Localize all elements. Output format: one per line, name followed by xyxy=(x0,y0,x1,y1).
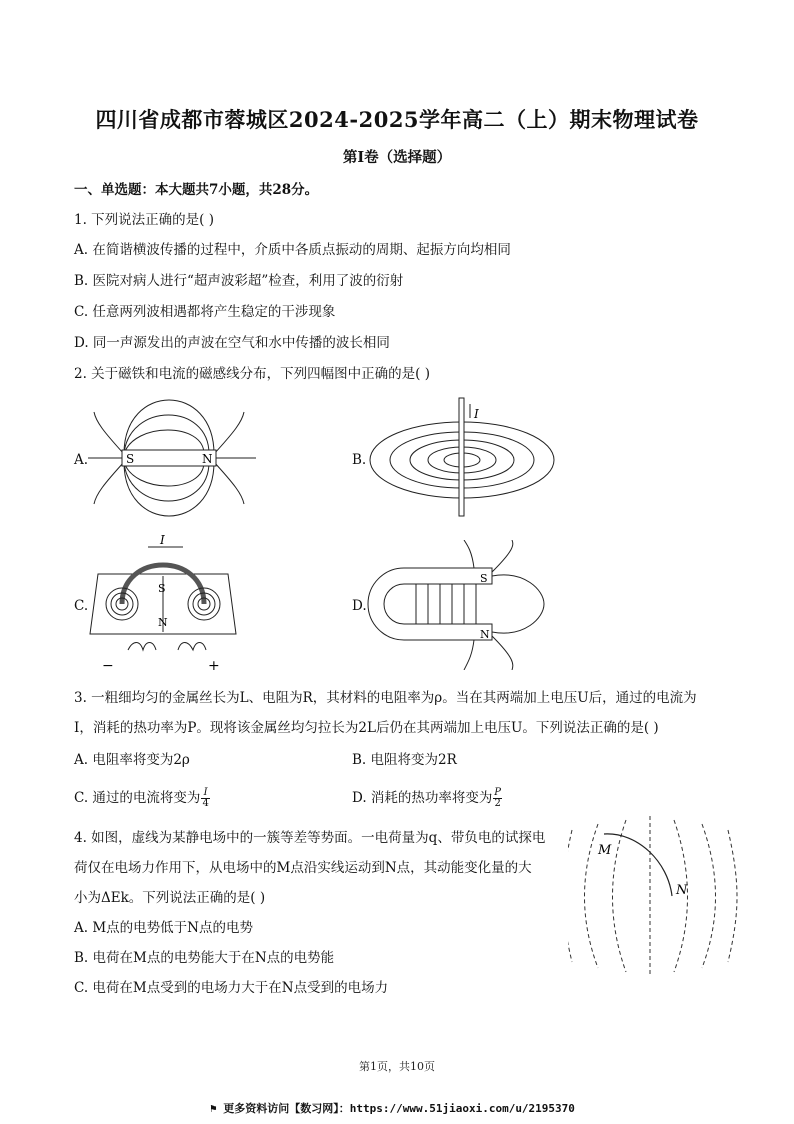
point-m-label: M xyxy=(598,843,612,858)
q3-option-b: B. 电阻将变为2R xyxy=(352,752,457,768)
page-title: 四川省成都市蓉城区2024-2025学年高二（上）期末物理试卷 xyxy=(95,107,699,132)
q4-stem-line2: 荷仅在电场力作用下，从电场中的M点沿实线运动到N点，其动能变化量的大 xyxy=(74,860,532,876)
q4-option-a: A. M点的电势低于N点的电势 xyxy=(74,920,253,936)
q2-stem: 2. 关于磁铁和电流的磁感线分布，下列四幅图中正确的是( ) xyxy=(74,366,430,382)
loop-n-label: N xyxy=(158,616,168,629)
q2-option-a-label: A. xyxy=(74,452,89,468)
q3-option-d: D. 消耗的热功率将变为$\frac{P}{2}$ xyxy=(352,787,501,809)
section-heading: 一、单选题：本大题共7小题，共28分。 xyxy=(74,182,319,198)
q1-stem: 1. 下列说法正确的是( ) xyxy=(74,212,214,228)
horseshoe-n-label: N xyxy=(480,628,490,641)
current-i-label: I xyxy=(474,407,479,421)
q2-option-d-label: D. xyxy=(352,598,367,614)
terminal-plus: + xyxy=(208,658,220,672)
horseshoe-s-label: S xyxy=(480,572,488,585)
q1-option-c: C. 任意两列波相遇都将产生稳定的干涉现象 xyxy=(74,304,336,320)
figure-current-loop xyxy=(88,532,238,672)
q4-stem-line3: 小为ΔEk。下列说法正确的是( ) xyxy=(74,890,266,906)
page-subtitle: 第I卷（选择题） xyxy=(342,149,452,166)
loop-current-label: I xyxy=(160,533,165,547)
page-footer: 第1页，共10页 xyxy=(359,1060,435,1073)
q3-option-c: C. 通过的电流将变为$\frac{I}{4}$ xyxy=(74,787,209,809)
q4-option-c: C. 电荷在M点受到的电场力大于在N点受到的电场力 xyxy=(74,980,389,996)
q1-option-a: A. 在简谐横波传播的过程中，介质中各质点振动的周期、起振方向均相同 xyxy=(74,242,511,258)
q1-option-d: D. 同一声源发出的声波在空气和水中传播的波长相同 xyxy=(74,335,390,351)
figure-straight-current xyxy=(366,396,558,520)
q2-option-c-label: C. xyxy=(74,598,89,614)
q4-option-b: B. 电荷在M点的电势能大于在N点的电势能 xyxy=(74,950,335,966)
terminal-minus: − xyxy=(102,658,114,672)
magnet-s-label: S xyxy=(126,452,135,466)
q3-option-a: A. 电阻率将变为2ρ xyxy=(74,752,190,768)
q1-option-b: B. 医院对病人进行“超声波彩超”检查，利用了波的衍射 xyxy=(74,273,404,289)
figure-horseshoe-magnet xyxy=(364,540,554,670)
figure-equipotential xyxy=(568,812,738,980)
figure-bar-magnet xyxy=(84,392,260,528)
magnet-n-label: N xyxy=(202,452,213,466)
flag-icon: ⚑ xyxy=(210,1102,224,1115)
q4-stem-line1: 4. 如图，虚线为某静电场中的一簇等差等势面。一电荷量为q、带负电的试探电 xyxy=(74,830,546,846)
promo-banner[interactable]: ⚑ 更多资料访问【数习网】：https://www.51jiaoxi.com/u/2195370 xyxy=(210,1102,575,1115)
q2-option-b-label: B. xyxy=(352,452,367,468)
point-n-label: N xyxy=(676,883,688,898)
q3-stem-line1: 3. 一粗细均匀的金属丝长为L、电阻为R，其材料的电阻率为ρ。当在其两端加上电压U后，通过的电流为 xyxy=(74,690,697,706)
q3-stem-line2: I，消耗的热功率为P。现将该金属丝均匀拉长为2L后仍在其两端加上电压U。下列说法正确的是( ) xyxy=(74,720,659,736)
loop-s-label: S xyxy=(158,582,166,595)
